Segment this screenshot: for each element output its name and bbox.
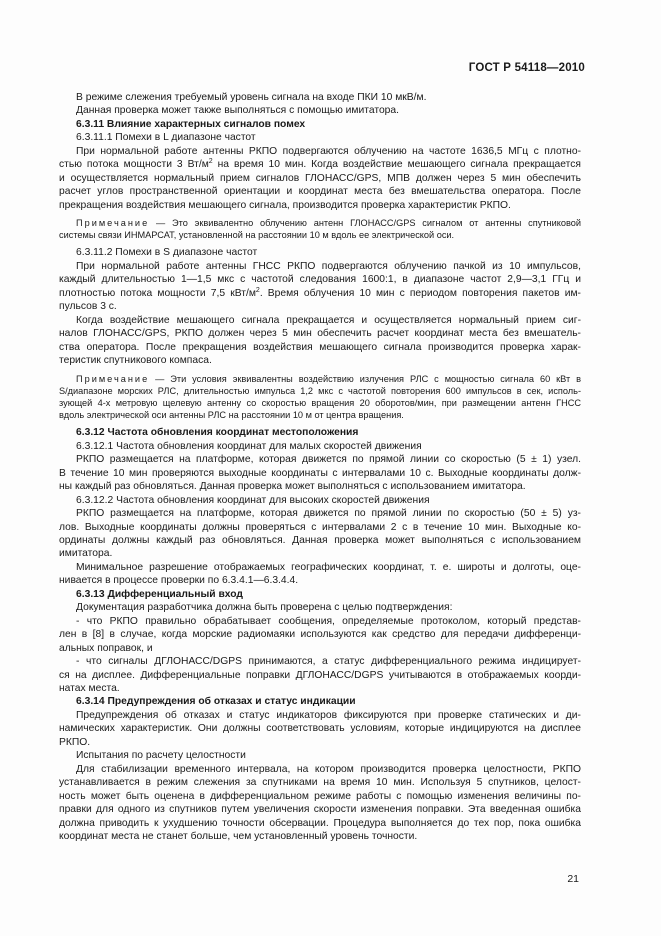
text-line: Предупреждения об отказах и статус индикаторов фиксируются при проверке статических и ди-	[76, 709, 581, 721]
text-line: ординаты должны каждый раз обновляться. Данная проверка может выполняться с использованием	[59, 535, 581, 546]
subsection-heading-6-3-12-1: 6.3.12.1 Частота обновления координат для малых скоростей движения	[76, 440, 422, 452]
text-line	[59, 158, 581, 171]
note-label: Примечание	[76, 218, 150, 229]
text-line: При нормальной работе антенны ГНСС РКПО подвергаются облучению пачкой из 10 импульсов,	[76, 260, 581, 272]
text-line: Для стабилизации временного интервала, на котором производится проверка целостности, РКПО	[76, 763, 581, 775]
standard-number-header: ГОСТ Р 54118—2010	[468, 62, 585, 74]
section-heading-6-3-11: 6.3.11 Влияние характерных сигналов помех	[76, 118, 306, 130]
section-heading-6-3-13: 6.3.13 Дифференциальный вход	[76, 588, 243, 600]
text-line: Минимальное разрешение отображаемых географических координат, т. е. широты и долготы, оце-	[76, 561, 581, 573]
text-line: - что сигналы ДГЛОНАСС/DGPS принимаются, а статус дифференциального режима индицирует-	[76, 656, 581, 668]
text-line: устанавливается в режим слежения за спутниками на время 10 мин. Используя 5 спутников, целост-	[59, 777, 581, 789]
text-line: теристик спутникового компаса.	[59, 355, 212, 367]
paragraph-integrity	[59, 763, 581, 844]
text-line: - что РКПО правильно обрабатывает сообщения, определяемые протоколом, который представ-	[76, 615, 581, 627]
page-body	[59, 91, 581, 843]
paragraph-s-band	[59, 260, 581, 314]
superscript: 2	[208, 158, 213, 166]
text-line: РКПО размещается на платформе, которая движется по прямой линии со скоростью (5 ± 1) узел.	[76, 454, 581, 466]
text-line: правки для одного из спутников путем увеличения скорости изменения поправки. Эта введенная ошибка	[59, 804, 581, 816]
note-text: — Эти условия эквивалентны воздействию излучения РЛС с мощностью сигнала 60 кВт в	[149, 373, 581, 384]
text-run: . Время облучения 10 мин с периодом повторения пакетов им-	[259, 287, 581, 299]
text-line	[59, 287, 581, 300]
paragraph-l-band	[59, 145, 581, 212]
paragraph-low-speed	[59, 453, 581, 493]
text-line: ны каждый раз обновляться. Данная проверка может выполняться с использованием имитатора.	[59, 481, 526, 493]
text-line: нивается в процессе проверки по 6.3.4.1—6.3.4.4.	[59, 575, 299, 587]
text-line: имитатора.	[59, 548, 113, 560]
text-line: лен в [8] в случае, когда морские радиомаяки используются как средство для передачи дифференци-	[59, 629, 581, 641]
paragraph: В режиме слежения требуемый уровень сигнала на входе ПКИ 10 мкВ/м.	[76, 92, 427, 103]
text-line: натах места.	[59, 682, 120, 694]
text-line: намических характеристик. Они должны соответствовать условиям, которые индицируются на дисплее	[59, 723, 581, 735]
text-line: должна приводить к ухудшению точности обсервации. Процедура выполняется до тех пор, пока ошибка	[59, 817, 581, 829]
text-line: пульсов 3 с.	[59, 301, 117, 313]
subsection-heading-6-3-11-2: 6.3.11.2 Помехи в S диапазоне частот	[76, 247, 258, 259]
text-line: лов. Выходные координаты должны проверяться с интервалами 2 с в течение 10 мин. Выходные ко-	[59, 521, 581, 533]
subheading-integrity-tests: Испытания по расчету целостности	[76, 750, 246, 762]
paragraph: Документация разработчика должна быть проверена с целью подтверждения:	[76, 602, 453, 614]
section-heading-6-3-12: 6.3.12 Частота обновления координат местоположения	[76, 427, 359, 439]
section-heading-6-3-14: 6.3.14 Предупреждения об отказах и статус индикации	[76, 696, 356, 708]
text-line: Когда воздействие мешающего сигнала прекращается и осуществляется нормальный прием сиг-	[76, 314, 581, 326]
text-line: В течение 10 мин проверяются выходные координаты с интервалами 10 с. Выходные координаты долж-	[59, 467, 581, 479]
note-text: — Это эквивалентно облучению антенн ГЛОНАСС/GPS сигналом от антенны спутниковой	[149, 218, 581, 229]
text-line: При нормальной работе антенны РКПО подвергаются облучению на частоте 1636,5 МГц с плотно-	[76, 145, 581, 157]
text-line: налов ГЛОНАСС/GPS, РКПО должен через 5 мин обеспечить расчет координат места без вмешатель-	[59, 328, 581, 340]
paragraph-failure-warnings	[59, 709, 581, 749]
note-line	[59, 373, 581, 385]
paragraph: Данная проверка может также выполняться с помощью имитатора.	[76, 105, 399, 117]
text-line: прекращения воздействия мешающего сигнала, производится проверка характеристик РКПО.	[59, 199, 511, 211]
text-line: ся на дисплее. Дифференциальные поправки ДГЛОНАСС/DGPS учитываются в отображаемых коорди-	[59, 669, 581, 681]
text-line: РКПО размещается на платформе, которая движется по прямой линии по скоростью (50 ± 5) уз-	[76, 508, 581, 520]
text-run: на время 10 мин. Когда воздействие мешающего сигнала прекращается	[212, 159, 581, 171]
page-number: 21	[567, 873, 579, 885]
list-item	[59, 655, 581, 695]
text-line: и осуществляется нормальный прием сигналов ГЛОНАСС/GPS, МПВ должен через 5 мин обеспечить	[59, 172, 581, 184]
note-line: S/диапазоне морских РЛС, длительностью импульса 1,2 мкс с частотой повторения 600 импульсов в сек, исполь-	[59, 385, 581, 396]
text-line: РКПО.	[59, 736, 91, 748]
subsection-heading-6-3-12-2: 6.3.12.2 Частота обновления координат для высоких скоростей движения	[76, 494, 430, 506]
text-run: стью потока мощности 3 Вт/м	[59, 159, 209, 171]
paragraph-resolution	[59, 561, 581, 588]
note-line: зующей 4-х метровую щелевую антенну со скоростью вращения 20 оборотов/мин, при размещении антенн ГНСС	[59, 397, 581, 408]
note-label: Примечание	[76, 373, 150, 384]
paragraph-high-speed	[59, 507, 581, 561]
note-line: системы связи ИНМАРСАТ, установленной на расстоянии 10 м вдоль ее электрической оси.	[59, 230, 455, 241]
text-line: альных поправок, и	[59, 642, 153, 654]
note-2	[59, 373, 581, 422]
note-1	[59, 217, 581, 241]
text-line: ства оператора. После прекращения воздействия мешающего сигнала производится проверка харак-	[59, 341, 581, 353]
paragraph-s-band-recovery	[59, 314, 581, 368]
text-line: ность может быть оценена в дифференциальном режиме работы с помощью изменения величины по-	[59, 790, 581, 802]
text-line: координат места не станет больше, чем установленный уровень точности.	[59, 830, 418, 842]
note-line: вдоль электрической оси антенны РЛС на расстоянии 10 м от центра вращения.	[59, 410, 404, 421]
subsection-heading-6-3-11-1: 6.3.11.1 Помехи в L диапазоне частот	[76, 132, 256, 144]
text-line: каждый длительностью 1—1,5 мкс с частотой следования 1600:1, в диапазоне частот 2,9—3,1 ГГц и	[59, 274, 581, 286]
superscript: 2	[255, 286, 260, 294]
text-line: расчет углов пространственной ориентации и координат места без вмешательства оператора. После	[59, 186, 581, 198]
text-run: плотностью потока мощности 7,5 кВт/м	[59, 287, 256, 299]
note-line	[59, 217, 581, 229]
list-item	[59, 615, 581, 655]
